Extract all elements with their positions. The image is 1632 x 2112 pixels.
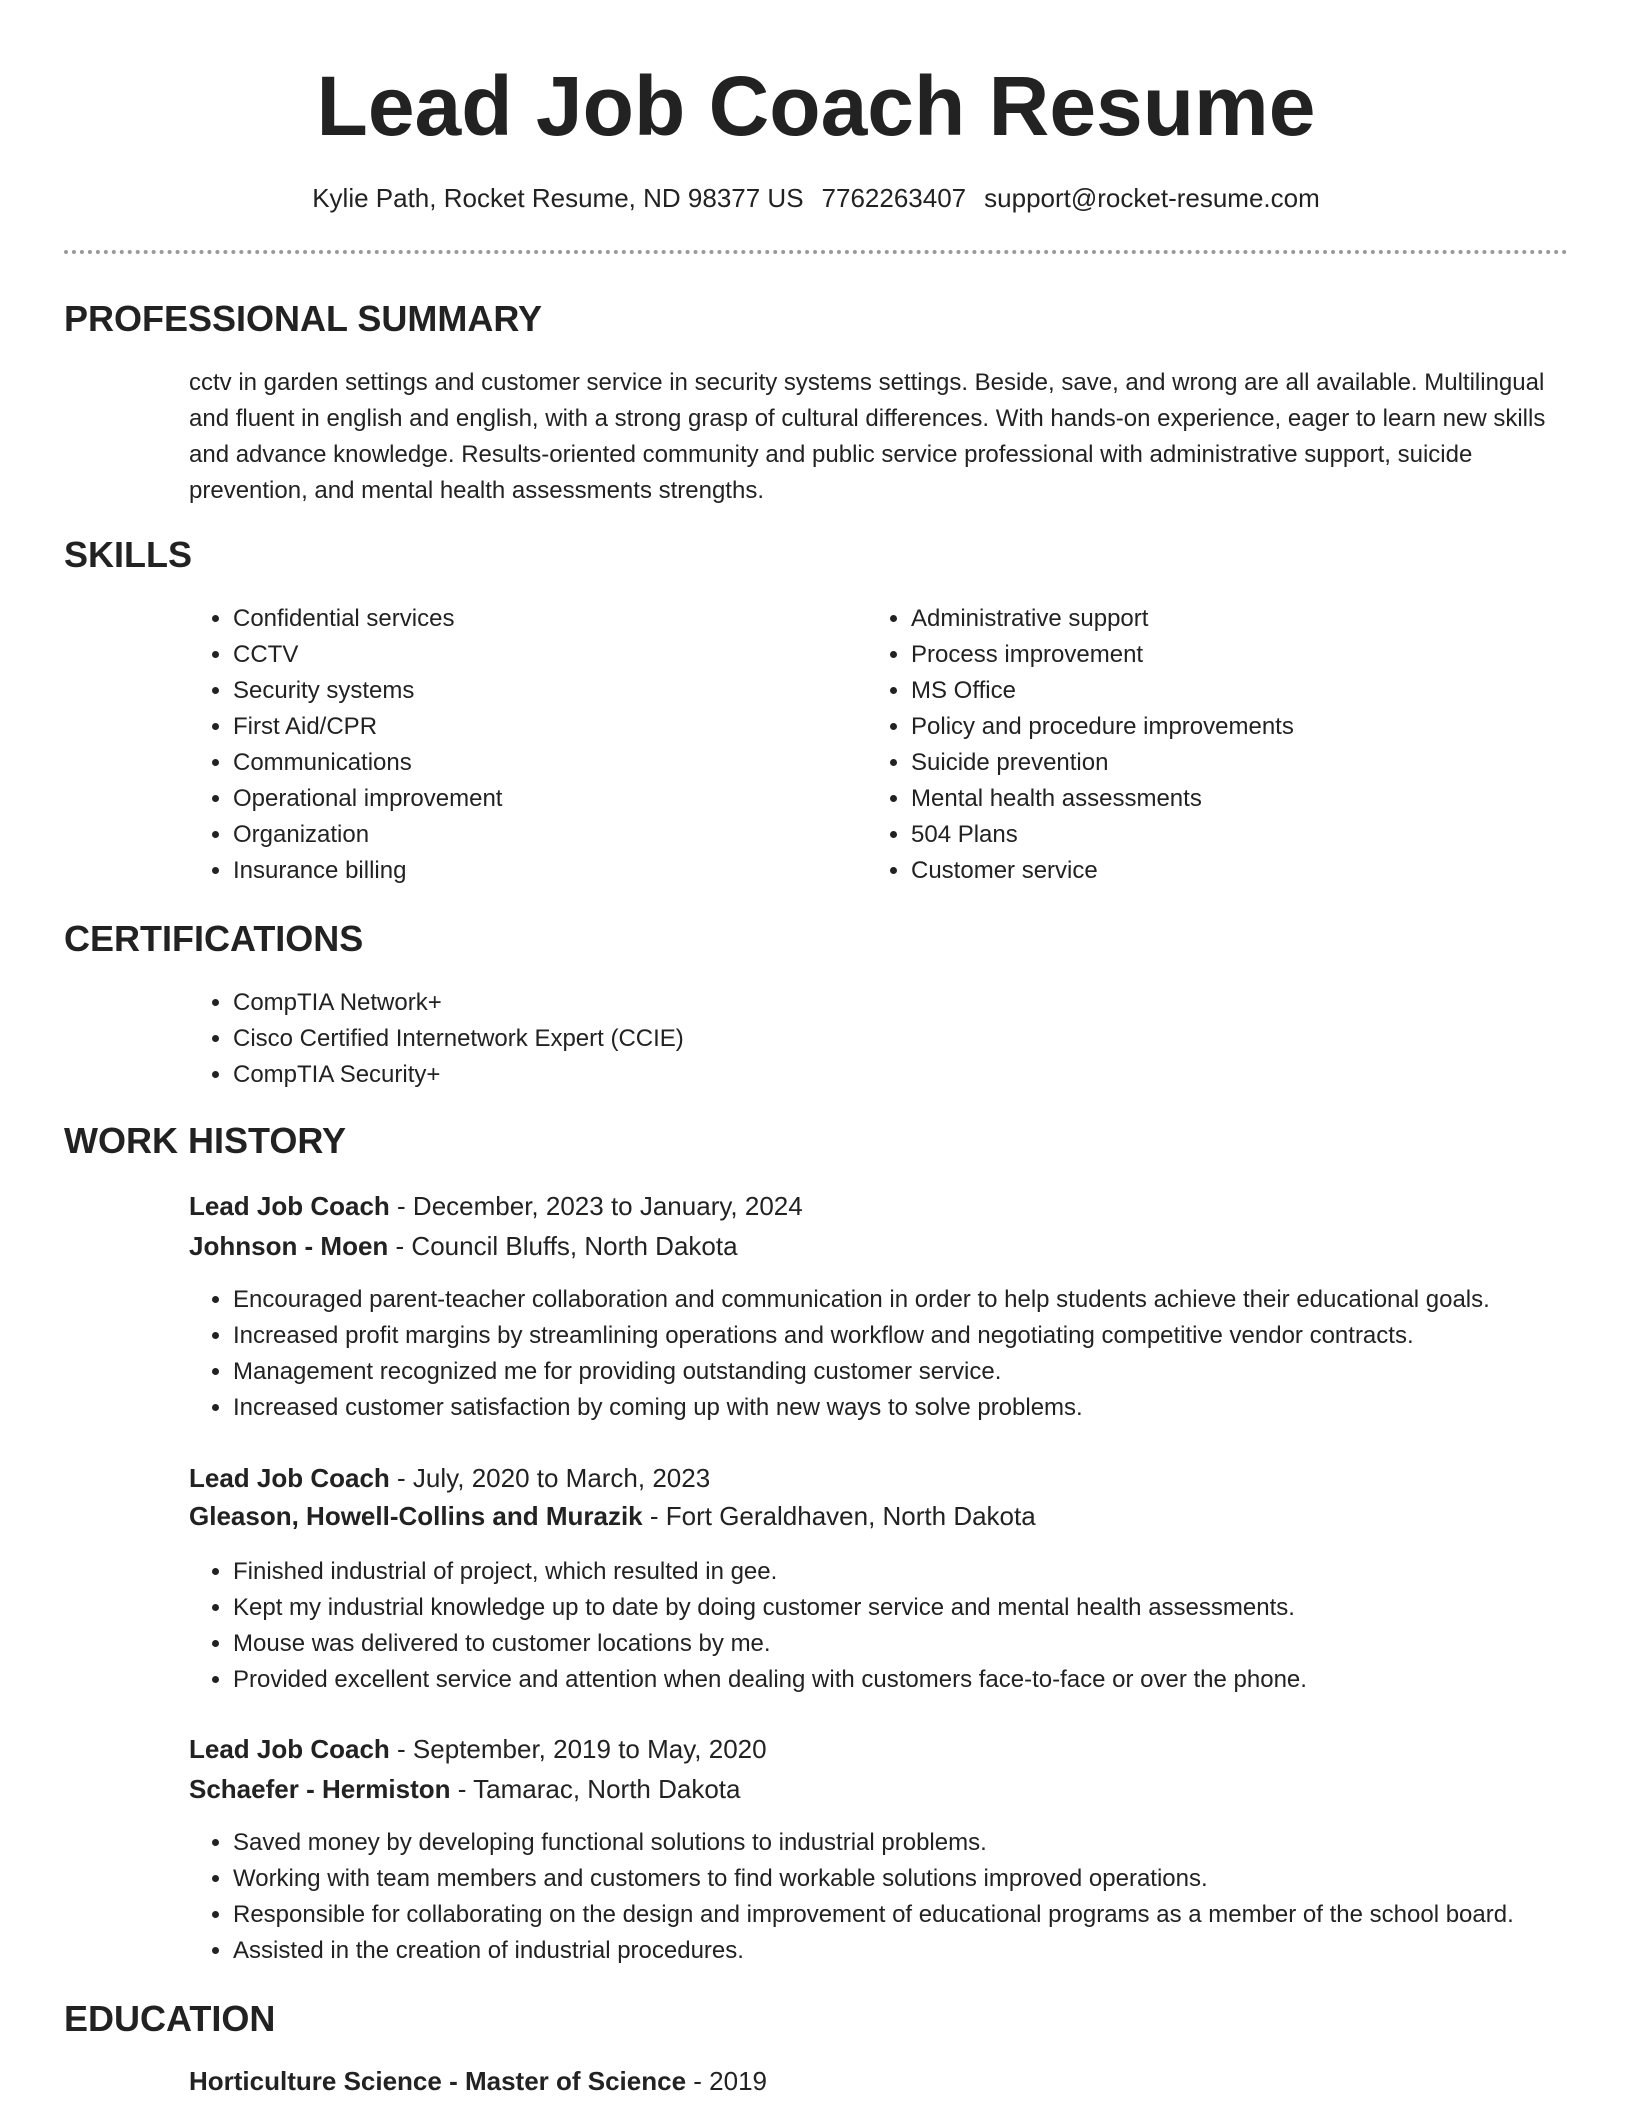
job-company: Gleason, Howell-Collins and Murazik	[189, 1501, 643, 1531]
list-item: • Insurance billing	[233, 853, 853, 889]
list-item: • Communications	[233, 745, 853, 781]
list-item: • Provided excellent service and attention when dealing with customers face-to-face or over the phone.	[233, 1662, 1632, 1698]
job-dates: - September, 2019 to May, 2020	[389, 1734, 767, 1764]
job-location: - Fort Geraldhaven, North Dakota	[642, 1501, 1036, 1531]
header-divider	[64, 250, 1568, 254]
list-item: • Policy and procedure improvements	[911, 709, 1611, 745]
skills-heading: SKILLS	[64, 534, 193, 575]
contact-email: support@rocket-resume.com	[984, 183, 1320, 213]
list-item: • Finished industrial of project, which resulted in gee.	[233, 1554, 1632, 1590]
certifications-heading: CERTIFICATIONS	[64, 918, 364, 959]
job-company: Schaefer - Hermiston	[189, 1774, 451, 1804]
job-title: Lead Job Coach	[189, 1191, 390, 1221]
job-company-line	[189, 1773, 741, 1807]
work-history-heading: WORK HISTORY	[64, 1120, 347, 1161]
job-title-line	[189, 1190, 803, 1224]
job-company: Johnson - Moen	[189, 1231, 389, 1261]
list-item: • Security systems	[233, 673, 853, 709]
contact-phone: 7762263407	[821, 183, 967, 213]
job-dates: - December, 2023 to January, 2024	[389, 1191, 803, 1221]
skills-list-right	[867, 601, 1611, 889]
list-item: • Confidential services	[233, 601, 853, 637]
list-item: • Kept my industrial knowledge up to date by doing customer service and mental health assessments.	[233, 1590, 1632, 1626]
list-item: • Increased customer satisfaction by coming up with new ways to solve problems.	[233, 1390, 1632, 1426]
list-item: • Cisco Certified Internetwork Expert (CCIE)	[233, 1021, 1533, 1057]
education-heading: EDUCATION	[64, 1998, 276, 2039]
contact-address: Kylie Path, Rocket Resume, ND 98377 US	[312, 183, 804, 213]
list-item: • Responsible for collaborating on the design and improvement of educational programs as a member of the school board.	[233, 1897, 1632, 1933]
job-company-line	[189, 1500, 1036, 1534]
list-item: • Process improvement	[911, 637, 1611, 673]
list-item: • CompTIA Network+	[233, 985, 1533, 1021]
list-item: • Mental health assessments	[911, 781, 1611, 817]
job-bullets	[189, 1282, 1632, 1426]
certifications-list	[189, 985, 1533, 1093]
list-item: • Suicide prevention	[911, 745, 1611, 781]
list-item: • CompTIA Security+	[233, 1057, 1533, 1093]
education-year: - 2019	[686, 2066, 767, 2096]
job-location: - Council Bluffs, North Dakota	[388, 1231, 738, 1261]
job-dates: - July, 2020 to March, 2023	[389, 1463, 711, 1493]
list-item: • Operational improvement	[233, 781, 853, 817]
list-item: • MS Office	[911, 673, 1611, 709]
job-company-line	[189, 1230, 738, 1264]
list-item: • Increased profit margins by streamlining operations and workflow and negotiating competitive vendor contracts.	[233, 1318, 1632, 1354]
list-item: • Saved money by developing functional solutions to industrial problems.	[233, 1825, 1632, 1861]
list-item: • Mouse was delivered to customer locations by me.	[233, 1626, 1632, 1662]
summary-text: cctv in garden settings and customer service in security systems settings. Beside, save, and wrong are all available. Multilingual and fluent in english and english, with a strong grasp of cultural differences. With hands-on experience, eager to learn new skills and advance knowledge. Results-oriented community and public service professional with administrative support, suicide prevention, and mental health assessments strengths.	[189, 369, 1546, 504]
education-line	[189, 2065, 767, 2099]
list-item: • Working with team members and customers to find workable solutions improved operations.	[233, 1861, 1632, 1897]
list-item: • Organization	[233, 817, 853, 853]
job-title: Lead Job Coach	[189, 1734, 390, 1764]
job-title-line	[189, 1462, 710, 1496]
list-item: • Customer service	[911, 853, 1611, 889]
list-item: • Assisted in the creation of industrial procedures.	[233, 1933, 1632, 1969]
job-location: - Tamarac, North Dakota	[450, 1774, 741, 1804]
skills-list-left	[189, 601, 853, 889]
education-degree: Horticulture Science - Master of Science	[189, 2066, 687, 2096]
job-bullets	[189, 1825, 1632, 1969]
list-item: • Administrative support	[911, 601, 1611, 637]
list-item: • First Aid/CPR	[233, 709, 853, 745]
contact-info	[0, 182, 1632, 216]
list-item: • CCTV	[233, 637, 853, 673]
job-title: Lead Job Coach	[189, 1463, 390, 1493]
summary-heading: PROFESSIONAL SUMMARY	[64, 298, 543, 339]
list-item: • Management recognized me for providing outstanding customer service.	[233, 1354, 1632, 1390]
job-bullets	[189, 1554, 1632, 1698]
job-title-line	[189, 1733, 767, 1767]
page-title: Lead Job Coach Resume	[316, 59, 1316, 153]
list-item: • 504 Plans	[911, 817, 1611, 853]
list-item: • Encouraged parent-teacher collaboration and communication in order to help students achieve their educational goals.	[233, 1282, 1632, 1318]
